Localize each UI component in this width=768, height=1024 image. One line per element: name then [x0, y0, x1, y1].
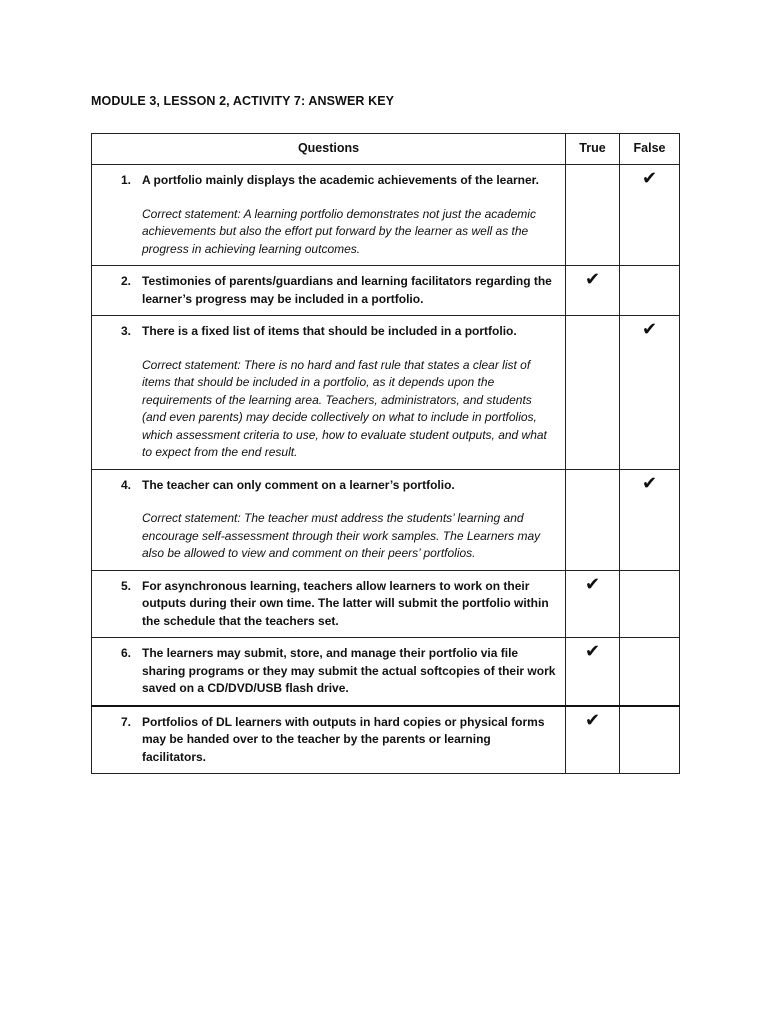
- false-cell: [620, 316, 680, 470]
- document-title: MODULE 3, LESSON 2, ACTIVITY 7: ANSWER KEY: [91, 94, 395, 108]
- checkmark-icon: ✔: [641, 472, 658, 494]
- question-cell: [92, 469, 566, 570]
- question-number: 2.: [120, 274, 131, 288]
- question-text: Portfolios of DL learners with outputs in hard copies or physical forms may be handed over to the teacher by the parents or learning facilitators.: [142, 714, 545, 764]
- question-text: The learners may submit, store, and manage their portfolio via file sharing programs or they may submit the actual softcopies of their work saved on a CD/DVD/USB flash drive.: [142, 646, 556, 695]
- checkmark-icon: ✔: [641, 168, 658, 189]
- checkmark-icon: ✔: [584, 641, 601, 662]
- question-number: 6.: [120, 646, 131, 660]
- question-number: 4.: [120, 477, 131, 492]
- question-statement: [92, 477, 557, 495]
- true-cell: [566, 706, 620, 774]
- false-cell: [620, 469, 680, 570]
- question-text: A portfolio mainly displays the academic achievements of the learner.: [142, 173, 540, 187]
- question-cell: [92, 316, 566, 470]
- question-number: 3.: [120, 324, 131, 338]
- answer-key-table: [91, 133, 680, 774]
- question-row: [92, 638, 680, 706]
- question-statement: [92, 714, 557, 767]
- question-statement: [92, 578, 557, 631]
- question-cell: [92, 638, 566, 706]
- question-statement: [92, 172, 557, 190]
- question-text: Testimonies of parents/guardians and learning facilitators regarding the learner’s progress may be included in a portfolio.: [142, 274, 552, 306]
- true-cell: [566, 638, 620, 706]
- true-cell: [566, 165, 620, 266]
- correct-statement: Correct statement: There is no hard and fast rule that states a clear list of items that should be included in a portfolio, as it depends upon the requirements of the learning area. Teachers, administrators, and students (and even parents) may decide collectively on what to include in portfolios, which assessment criteria to use, how to evaluate student outputs, and what to expect from the end result.: [142, 357, 547, 459]
- question-text: For asynchronous learning, teachers allow learners to work on their outputs during their own time. The latter will submit the portfolio within the schedule that the teachers set.: [142, 578, 549, 628]
- question-statement: [92, 645, 557, 698]
- correct-statement: Correct statement: The teacher must address the students’ learning and encourage self-assessment through their work samples. The Learners may also be allowed to view and comment on their peers’ portfolios.: [142, 511, 541, 560]
- question-number: 1.: [120, 173, 131, 187]
- question-statement: [92, 273, 557, 308]
- question-cell: [92, 570, 566, 638]
- question-cell: [92, 165, 566, 266]
- question-cell: [92, 706, 566, 774]
- true-cell: [566, 266, 620, 316]
- question-row: [92, 706, 680, 774]
- correct-statement: Correct statement: A learning portfolio demonstrates not just the academic achievements but also the effort put forward by the learner as well as the progress in achieving learning outcomes.: [142, 206, 536, 256]
- question-row: [92, 316, 680, 470]
- false-cell: [620, 165, 680, 266]
- question-cell: [92, 266, 566, 316]
- checkmark-icon: ✔: [584, 573, 601, 595]
- question-row: [92, 165, 680, 266]
- question-text: The teacher can only comment on a learner’s portfolio.: [142, 477, 455, 492]
- question-row: [92, 469, 680, 570]
- false-cell: [620, 638, 680, 706]
- question-number: 7.: [120, 714, 131, 729]
- question-statement: [92, 323, 557, 341]
- true-header: True: [566, 134, 620, 165]
- question-text: There is a fixed list of items that should be included in a portfolio.: [142, 324, 517, 338]
- question-number: 5.: [120, 578, 131, 593]
- true-cell: [566, 316, 620, 470]
- question-rows: [92, 165, 680, 774]
- false-cell: [620, 570, 680, 638]
- checkmark-icon: ✔: [584, 269, 601, 290]
- true-cell: [566, 469, 620, 570]
- false-cell: [620, 706, 680, 774]
- false-cell: [620, 266, 680, 316]
- false-header: False: [620, 134, 680, 165]
- question-row: [92, 570, 680, 638]
- questions-header: Questions: [92, 134, 566, 165]
- question-row: [92, 266, 680, 316]
- checkmark-icon: ✔: [584, 709, 601, 731]
- header-row: [92, 134, 680, 165]
- true-cell: [566, 570, 620, 638]
- checkmark-icon: ✔: [641, 319, 658, 340]
